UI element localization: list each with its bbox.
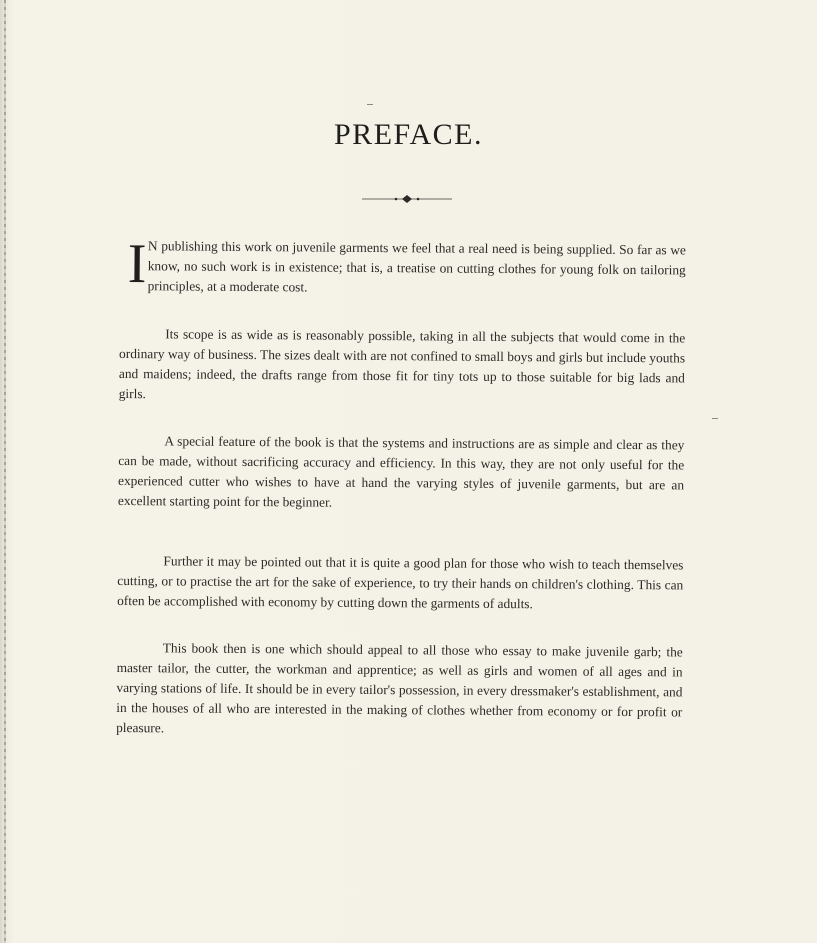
stray-mark (712, 418, 718, 419)
preface-body (116, 233, 686, 769)
paragraph-5: This book then is one which should appeal to all those who essay to make juvenile garb; the master tailor, the cutter, the workman and apprentice; as well as girls and women of all ages and in varying stations of life. It should be in every tailor's possession, in every dressmaker's establishment, and in the houses of all who are interested in the making of clothes whether from economy or for profit or pleasure. (116, 640, 683, 736)
paragraph-4: Further it may be pointed out that it is quite a good plan for those who wish to teach themselves cutting, or to practise the art for the sake of experience, to try their hands on children's clothing. This can often be accomplished with economy by cutting down the garments of adults. (117, 553, 684, 612)
paragraph-3: A special feature of the book is that the systems and instructions are as simple and clear as they can be made, without sacrificing accuracy and efficiency. In this way, they are not only useful for the experienced cutter who wishes to have at hand the varying styles of juvenile garments, but are an excellent starting point for the beginner. (117, 433, 685, 510)
stray-mark (367, 104, 373, 105)
paragraph-text: N publishing this work on juvenile garments we feel that a real need is being supplied. So far as we know, no such work is in existence; that is, a treatise on cutting clothes for young folk on tailoring principles, at a moderate cost. (147, 238, 686, 295)
drop-cap: I (127, 233, 147, 296)
paragraph-2: Its scope is as wide as is reasonably possible, taking in all the subjects that would come in the ordinary way of business. The sizes dealt with are not confined to small boys and girls but include youths and maidens; indeed, the drafts range from those fit for tiny tots up to those suitable for big lads and girls. (118, 326, 686, 402)
paragraph-1 (120, 233, 686, 300)
page-title: PREFACE. (334, 118, 483, 151)
ornamental-divider-icon (362, 192, 452, 206)
